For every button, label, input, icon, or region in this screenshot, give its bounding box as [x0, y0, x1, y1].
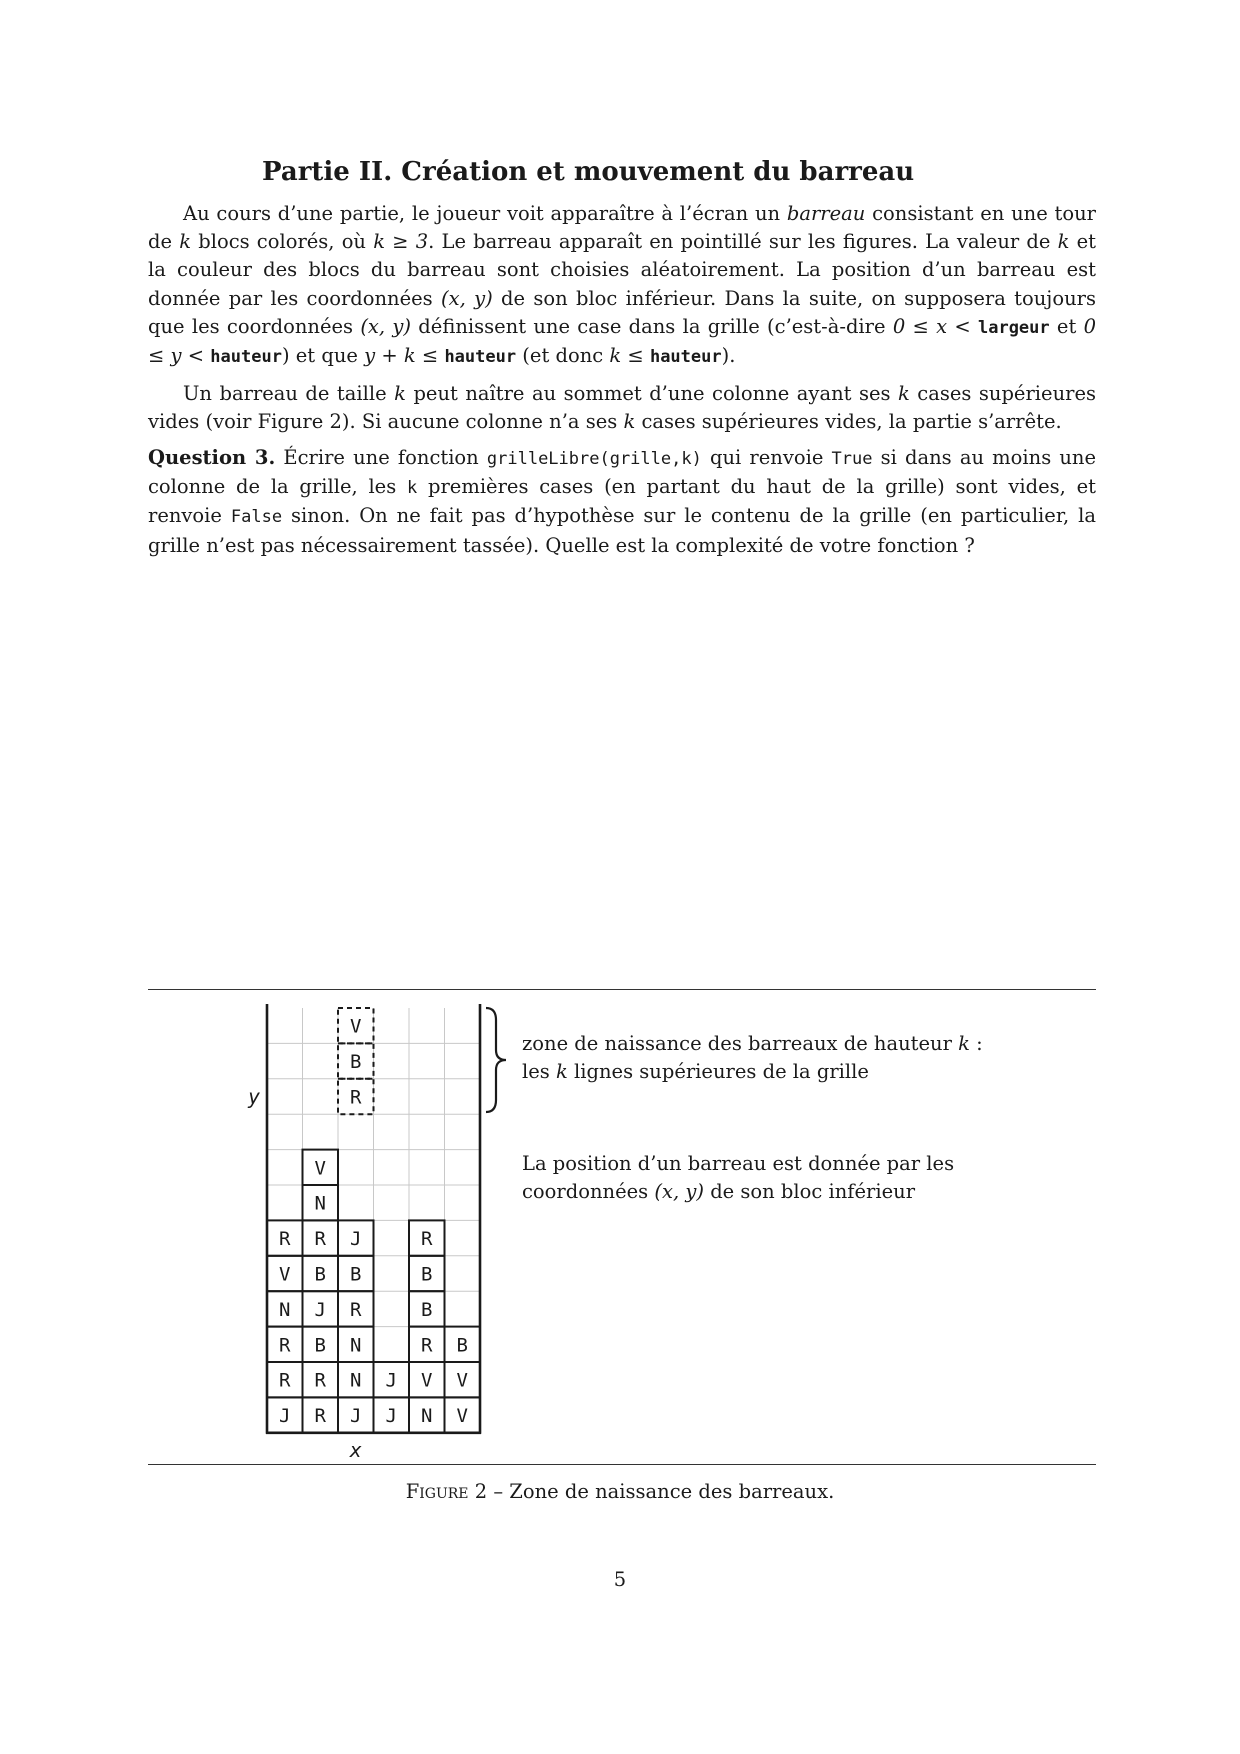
block-letter: B	[350, 1051, 362, 1074]
block-letter: V	[314, 1157, 326, 1180]
math: 0 ≤ y <	[148, 314, 1096, 368]
block-letter: V	[456, 1369, 468, 1392]
text: si dans au moins une colonne de la grille, les	[148, 446, 1097, 499]
block-letter: J	[350, 1228, 362, 1251]
block-letter: B	[350, 1263, 362, 1286]
text: sinon. On ne fait pas d’hypothèse sur le contenu de la grille (en particulier, la grille n’est pas nécessairement tassée). Quelle est la complexité de votre fonction ?	[148, 504, 1096, 557]
block-letter: R	[314, 1405, 326, 1428]
text: blocs colorés, où	[191, 230, 374, 254]
block-letter: R	[421, 1228, 433, 1251]
text: définissent une case dans la grille (c’est-à-dire	[411, 314, 893, 338]
y-axis-label: y	[248, 1084, 261, 1109]
block-letter: R	[279, 1334, 291, 1357]
figure-top-rule	[148, 989, 1096, 990]
block-letter: J	[279, 1405, 291, 1428]
text: consistant en une tour de	[148, 202, 1096, 254]
x-axis-label: x	[349, 1437, 362, 1460]
section-title: Partie II. Création et mouvement du barreau	[262, 157, 915, 187]
math: k	[897, 382, 910, 405]
block-letter: R	[279, 1369, 291, 1392]
math: k	[179, 230, 192, 254]
figure-bottom-rule	[148, 1464, 1096, 1465]
block-letter: R	[279, 1228, 291, 1251]
math: (x, y)	[654, 1180, 704, 1203]
block-letter: J	[314, 1298, 326, 1321]
text: Un barreau de taille	[183, 382, 395, 405]
math: (x, y)	[441, 286, 493, 310]
block-letter: N	[421, 1405, 433, 1428]
code-largeur: largeur	[977, 317, 1050, 338]
block-letter: J	[385, 1369, 397, 1392]
block-letter: R	[421, 1334, 433, 1357]
text-italic: barreau	[786, 202, 866, 225]
paragraph-1	[148, 200, 1096, 371]
block-letter: B	[421, 1298, 433, 1321]
block-letter: V	[456, 1405, 468, 1428]
caption-text: – Zone de naissance des barreaux.	[487, 1480, 835, 1503]
figure-caption	[0, 1480, 1240, 1503]
caption-label: Figure 2	[405, 1480, 488, 1503]
math: k ≥ 3	[373, 230, 429, 254]
question-3	[148, 444, 1096, 560]
text: premières cases (en partant du haut de la grille) sont vides, et renvoie	[148, 475, 1096, 528]
block-letter: V	[279, 1263, 291, 1286]
block-letter: R	[350, 1086, 362, 1109]
text: ) et que	[281, 344, 365, 368]
question-label: Question 3.	[148, 446, 276, 469]
block-letter: J	[385, 1405, 397, 1428]
code-false: False	[230, 507, 283, 528]
text: les	[522, 1060, 556, 1083]
code-hauteur: hauteur	[444, 347, 517, 368]
zone-text-line-1	[522, 1030, 983, 1058]
math: k	[623, 410, 636, 434]
text: Écrire une fonction	[275, 446, 487, 469]
paragraph-2	[148, 380, 1096, 436]
block-letter: B	[314, 1263, 326, 1286]
text: de son bloc inférieur	[704, 1180, 916, 1203]
block-letter: N	[350, 1334, 362, 1357]
code-k: k	[406, 478, 418, 499]
math: k	[958, 1032, 970, 1055]
page-number: 5	[613, 1568, 627, 1591]
block-letter: R	[314, 1228, 326, 1251]
text: qui renvoie	[701, 446, 832, 469]
text: cases supérieures vides (voir Figure 2). Si aucune colonne n’a ses	[148, 382, 1096, 434]
block-letter: N	[350, 1369, 362, 1392]
math: k ≤	[609, 344, 644, 368]
block-letter: B	[456, 1334, 468, 1357]
text: :	[969, 1032, 983, 1055]
position-text-line-2	[522, 1178, 915, 1206]
math: k	[1057, 230, 1070, 254]
grid-figure	[240, 1000, 500, 1460]
text: Au cours d’une partie, le joueur voit apparaître à l’écran un	[183, 202, 787, 225]
code-hauteur: hauteur	[210, 347, 282, 368]
text: lignes supérieures de la grille	[567, 1060, 869, 1083]
math: y + k ≤	[364, 344, 439, 368]
math: k	[555, 1060, 568, 1083]
text: . Le barreau apparaît en pointillé sur les figures. La valeur de	[428, 230, 1058, 254]
text: et	[1049, 314, 1084, 338]
text: zone de naissance des barreaux de hauteur	[522, 1032, 959, 1055]
text: de son bloc inférieur. Dans la suite, on supposera toujours que les coordonnées	[148, 286, 1096, 338]
text: cases supérieures vides, la partie s’arrête.	[635, 410, 1062, 434]
block-letter: R	[314, 1369, 326, 1392]
brace-icon	[482, 1006, 512, 1114]
position-text-line-1: La position d’un barreau est donnée par les	[522, 1152, 955, 1175]
block-letter: B	[421, 1263, 433, 1286]
block-letter: N	[314, 1192, 326, 1215]
block-letter: V	[350, 1015, 362, 1038]
block-letter: J	[350, 1405, 362, 1428]
block-letter: V	[421, 1369, 433, 1392]
text: (et donc	[516, 344, 610, 368]
math: (x, y)	[360, 314, 412, 338]
text: ).	[721, 344, 736, 368]
block-letter: B	[314, 1334, 326, 1357]
code-hauteur: hauteur	[649, 347, 722, 368]
math: 0 ≤ x <	[892, 314, 971, 338]
code-true: True	[831, 449, 873, 469]
block-letter: N	[279, 1298, 291, 1321]
block-letter: R	[350, 1298, 362, 1321]
code-function: grilleLibre(grille,k)	[486, 449, 702, 469]
text: peut naître au sommet d’une colonne ayant ses	[405, 382, 898, 405]
zone-text-line-2	[522, 1058, 869, 1086]
text: coordonnées	[522, 1180, 655, 1203]
math: k	[394, 382, 406, 405]
text: et la couleur des blocs du barreau sont choisies aléatoirement. La position d’un barreau est donnée par les coordonnées	[148, 230, 1097, 310]
